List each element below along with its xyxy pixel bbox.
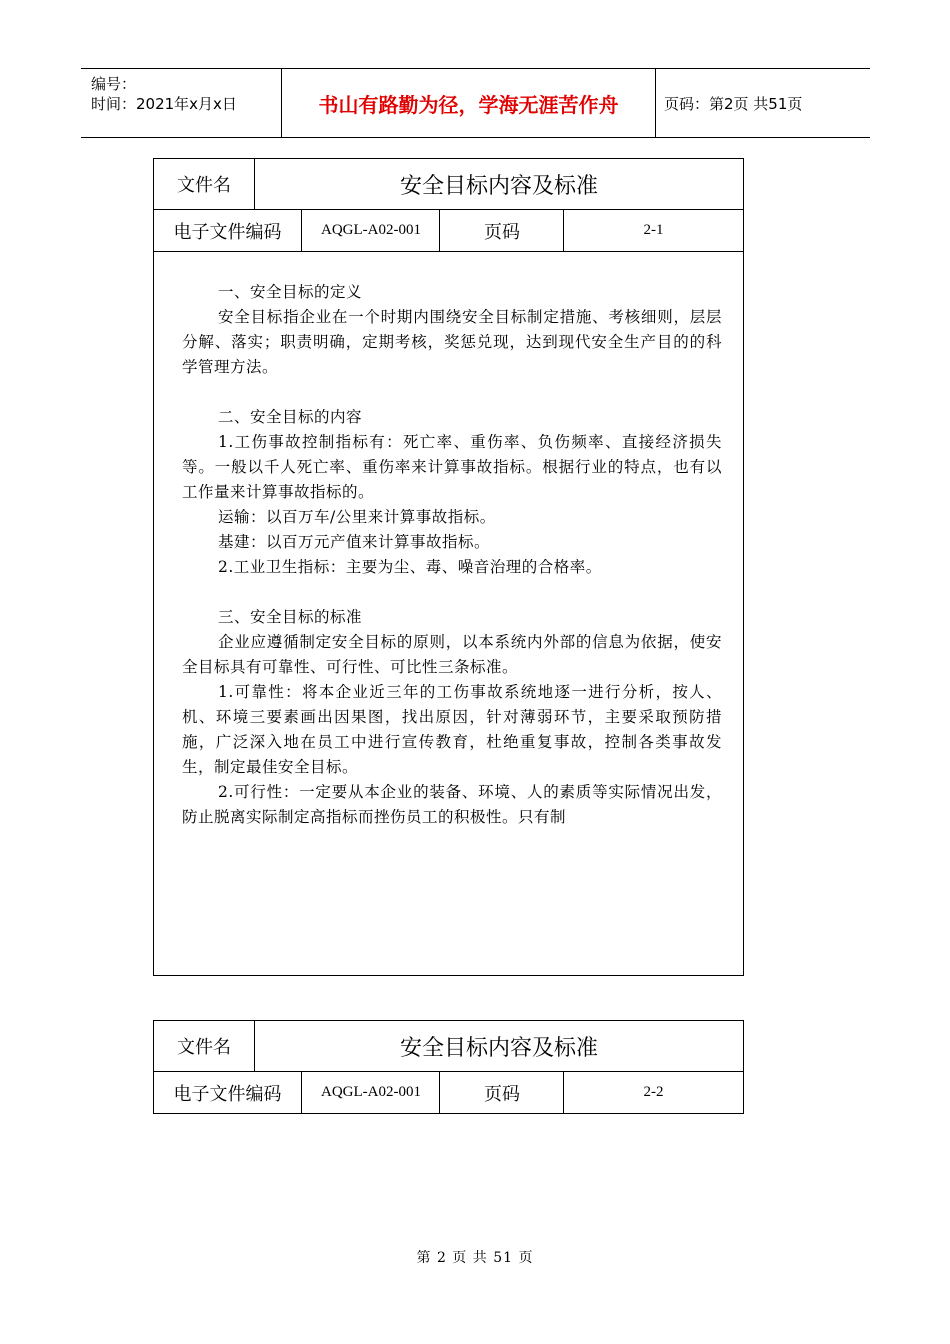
file-name-label: 文件名 xyxy=(177,175,231,196)
code-value: AQGL-A02-001 xyxy=(301,210,440,251)
header-meta xyxy=(81,69,281,137)
page-header xyxy=(81,68,870,138)
section-heading: 一、安全目标的定义 xyxy=(218,283,363,301)
paragraph: 2.可行性：一定要从本企业的装备、环境、人的素质等实际情况出发，防止脱离实际制定高指标而挫伤员工的积极性。只有制 xyxy=(182,783,722,826)
paragraph: 基建：以百万元产值来计算事故指标。 xyxy=(218,533,491,551)
code-label: 电子文件编码 xyxy=(173,221,282,243)
paragraph: 1.工伤事故控制指标有：死亡率、重伤率、负伤频率、直接经济损失等。一般以千人死亡率、重伤率来计算事故指标。根据行业的特点，也有以工作量来计算事故指标的。 xyxy=(182,433,722,501)
paragraph: 2.工业卫生指标：主要为尘、毒、噪音治理的合格率。 xyxy=(218,558,602,576)
document-title: 安全目标内容及标准 xyxy=(254,159,743,209)
section-heading: 二、安全目标的内容 xyxy=(218,408,363,426)
document-table-1 xyxy=(153,158,744,976)
page-value: 2-2 xyxy=(563,1072,743,1113)
document-body xyxy=(182,280,722,830)
code-row xyxy=(154,210,743,252)
body-row xyxy=(154,252,743,975)
document-title: 安全目标内容及标准 xyxy=(254,1021,743,1071)
paragraph: 运输：以百万车/公里来计算事故指标。 xyxy=(218,508,496,526)
motto: 书山有路勤为径，学海无涯苦作舟 xyxy=(281,69,656,137)
page-footer: 第 2 页 共 51 页 xyxy=(416,1250,534,1266)
section-heading: 三、安全目标的标准 xyxy=(218,608,363,626)
paragraph: 1.可靠性：将本企业近三年的工伤事故系统地逐一进行分析，按人、机、环境三要素画出因果图，找出原因，针对薄弱环节，主要采取预防措施，广泛深入地在员工中进行宣传教育，杜绝重复事故，控制各类事故发生，制定最佳安全目标。 xyxy=(182,683,722,776)
number-label: 编号： xyxy=(91,75,137,93)
code-row xyxy=(154,1072,743,1113)
page-label: 页码 xyxy=(439,1072,564,1113)
header-page-info: 页码：第2页 共51页 xyxy=(664,94,803,113)
file-name-label: 文件名 xyxy=(177,1037,231,1058)
title-row xyxy=(154,1021,743,1072)
title-row xyxy=(154,159,743,210)
page-value: 2-1 xyxy=(563,210,743,251)
paragraph: 安全目标指企业在一个时期内围绕安全目标制定措施、考核细则，层层分解、落实；职责明确，定期考核，奖惩兑现，达到现代安全生产目的的科学管理方法。 xyxy=(182,308,722,376)
time-label: 时间：2021年x月x日 xyxy=(91,95,237,113)
page-label: 页码 xyxy=(439,210,564,251)
code-value: AQGL-A02-001 xyxy=(301,1072,440,1113)
paragraph: 企业应遵循制定安全目标的原则，以本系统内外部的信息为依据，使安全目标具有可靠性、可行性、可比性三条标准。 xyxy=(182,633,722,676)
document-table-2 xyxy=(153,1020,744,1114)
code-label: 电子文件编码 xyxy=(173,1083,282,1105)
